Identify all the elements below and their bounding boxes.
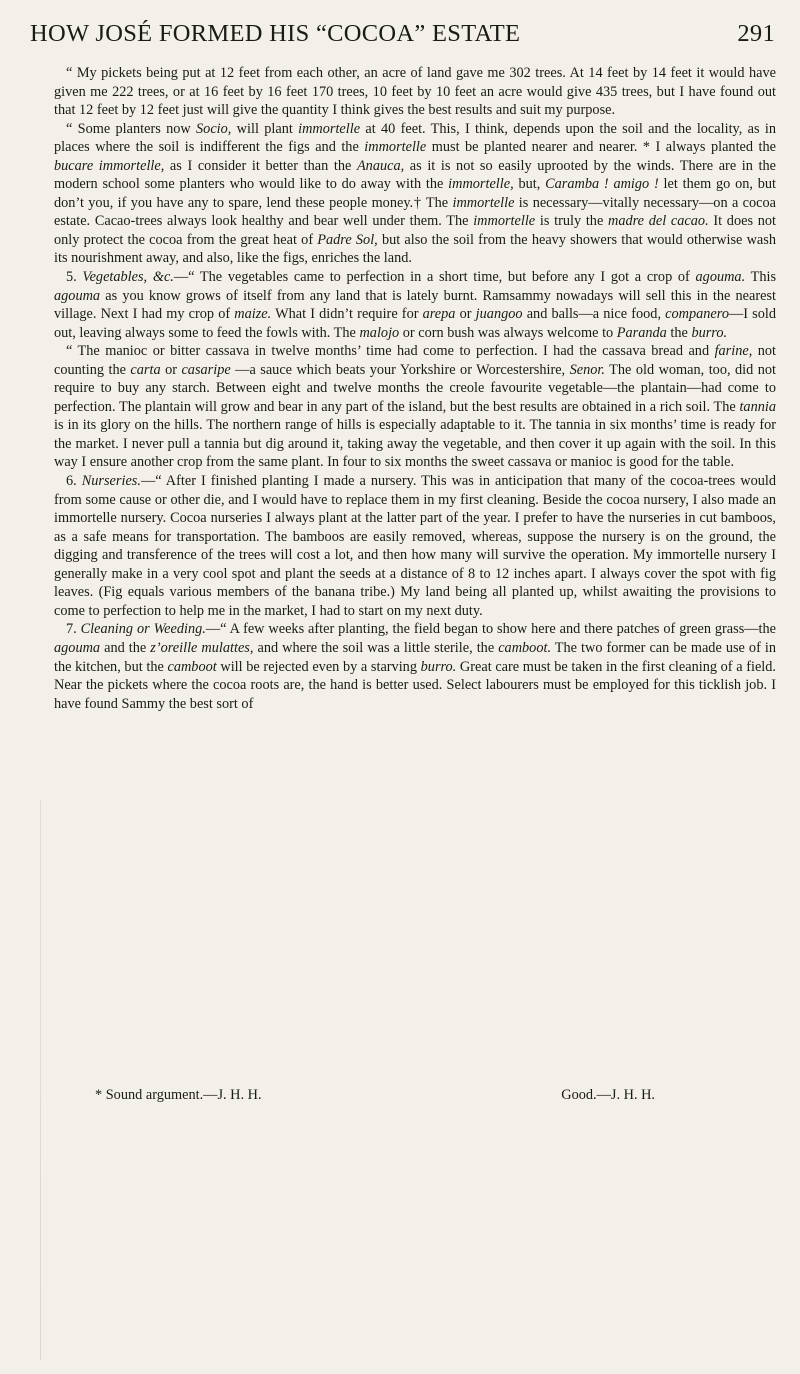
scan-edge-shadow [40, 800, 41, 1360]
italic-run: madre del cacao. [608, 213, 709, 230]
italic-run: z’oreille mulattes, [150, 639, 254, 656]
italic-run: Paranda [616, 324, 667, 341]
text-run: The two former can be made use of in the kitchen, but the [54, 639, 776, 675]
text-run: but also the soil from the heavy showers that would otherwise wash its nourishment away, and also, like the figs, enriches the land. [54, 231, 776, 267]
body-text [54, 64, 776, 713]
italic-run: agouma [54, 287, 101, 304]
text-run: let them go on, but don’t you, if you have any to spare, lend these people money.† The [54, 176, 777, 211]
running-title: HOW JOSÉ FORMED HIS “COCOA” ESTATE [30, 20, 521, 47]
text-run: 7. [66, 621, 81, 638]
italic-run: Caramba ! amigo ! [545, 176, 659, 193]
text-run: It does not only protect the cocoa from the great heat of [54, 213, 776, 248]
italic-run: maize. [234, 306, 272, 323]
italic-run: camboot [167, 658, 217, 675]
text-run: 6. [66, 473, 82, 490]
italic-run: Cleaning or Weeding. [80, 621, 206, 638]
italic-run: farine, [714, 343, 753, 360]
italic-run: juangoo [475, 306, 523, 323]
paragraph [54, 342, 776, 472]
text-run: and balls—a nice food, [522, 306, 666, 323]
italic-run: burro. [691, 324, 728, 341]
text-run: and the [100, 639, 151, 656]
footnote-left: * Sound argument.—J. H. H. [95, 1087, 262, 1103]
text-run: or [160, 361, 182, 378]
italic-run: casaripe [181, 361, 231, 378]
text-run: at 40 feet. This, I think, depends upon the soil and the locality, as in places where the soil is indifferent the figs and the [54, 120, 776, 156]
paragraph [54, 64, 776, 120]
text-run: Great care must be taken in the first cleaning of a field. Near the pickets where the cocoa roots are, the hand is better used. Select labourers must be employed for this ticklish job. I have found Sammy the best sort of [54, 658, 776, 712]
italic-run: immortelle [452, 194, 515, 211]
text-run: —“ A few weeks after planting, the field began to show here and there patches of green grass—the [205, 621, 777, 638]
text-run: The old woman, too, did not require to buy any starch. Between eight and twelve months the creole favourite vegetable—the plantain—had come to perfection. The plantain will grow and bear in any part of the island, but the best results are obtained in a rich soil. The [54, 361, 776, 415]
italic-run: Padre Sol, [317, 231, 378, 248]
italic-run: agouma. [695, 269, 746, 286]
paragraph [54, 268, 776, 342]
text-run: is truly the [535, 213, 609, 230]
italic-run: Nurseries. [81, 473, 141, 490]
running-header [30, 14, 775, 54]
text-run: is necessary—vitally necessary—on a cocoa estate. Cacao-trees always look healthy and bear well under them. The [54, 194, 776, 230]
italic-run: companero [665, 306, 729, 323]
italic-run: burro. [420, 658, 457, 675]
text-run: —“ After I finished planting I made a nursery. This was in anticipation that many of the cocoa-trees would from some cause or other die, and I would have to replace them in my first cleaning. Beside the cocoa nursery, I also made an immortelle nursery. Cocoa nurseries I always plant at the latter part of the year. I prefer to have the nurseries in cut bamboos, as a safe means for transportation. The bamboos are easily removed, whereas, suppose the nursery is on the ground, the digging and transference of the trees will cost a lot, and then how many will survive the operation. My immortelle nursery I generally make in a very cool spot and plant the seeds at a distance of 8 to 12 inches apart. I always cover the spot with fig leaves. (Fig equals various members of the banana tribe.) My land being all planted up, whilst awaiting the provisions to come to perfection to help me in the market, I had to start on my next duty. [54, 473, 777, 619]
text-run: —a sauce which beats your Yorkshire or Worcestershire, [230, 361, 570, 378]
italic-run: agouma [54, 639, 101, 656]
paragraph [54, 620, 776, 713]
text-run: “ The manioc or bitter cassava in twelve months’ time had come to perfection. I had the cassava bread and [66, 343, 715, 360]
text-run: or [455, 306, 476, 323]
text-run: and where the soil was a little sterile, the [253, 639, 499, 656]
italic-run: Socio, [196, 120, 232, 137]
text-run: but, [513, 176, 546, 193]
italic-run: immortelle [473, 213, 536, 230]
text-run: not counting the [54, 343, 777, 378]
text-run: will plant [231, 120, 299, 137]
text-run: —“ The vegetables came to perfection in a short time, but before any I got a crop of [173, 269, 696, 286]
italic-run: carta [130, 361, 161, 378]
italic-run: Anauca, [356, 157, 405, 174]
text-run: will be rejected even by a starving [216, 658, 421, 675]
italic-run: immortelle [298, 120, 361, 137]
italic-run: bucare immortelle, [54, 157, 165, 174]
text-run: This [745, 269, 777, 286]
text-run: or corn bush was always welcome to [399, 324, 617, 341]
text-run: 5. [66, 269, 83, 286]
italic-run: camboot. [498, 639, 552, 656]
italic-run: Vegetables, &c. [82, 269, 174, 286]
footnotes [95, 1086, 655, 1104]
italic-run: Senor. [569, 361, 605, 378]
italic-run: malojo [359, 324, 400, 341]
text-run: —I sold out, leaving always some to feed the fowls with. The [54, 306, 777, 341]
text-run: What I didn’t require for [271, 306, 423, 323]
text-run: as I consider it better than the [164, 157, 357, 174]
text-run: the [666, 324, 692, 341]
text-run: “ Some planters now [66, 120, 197, 137]
page-number: 291 [737, 20, 775, 47]
text-run: is in its glory on the hills. The northern range of hills is especially adaptable to it. The tannia in six months’ time is ready for the market. I never pull a tannia but dig around it, taking away the vegetable, and then cover it up again with the soil. In this way I ensure another crop from the same plant. In four to six months the sweet cassava or manioc is good for the table. [54, 417, 776, 471]
footnote-right: Good.—J. H. H. [561, 1087, 655, 1103]
italic-run: immortelle [364, 139, 427, 156]
paragraph [54, 472, 776, 620]
paragraph [54, 120, 776, 268]
text-run: “ My pickets being put at 12 feet from each other, an acre of land gave me 302 trees. At 14 feet by 14 feet it would have given me 222 trees, or at 16 feet by 16 feet 170 trees, 10 feet by 10 feet an acre would give 435 trees, but I have found out that 12 feet by 12 feet just will give the quantity I think gives the best results and suit my purpose. [54, 65, 776, 119]
text-run: as you know grows of itself from any land that is lately burnt. Ramsammy nowadays will sell this in the nearest village. Next I had my crop of [54, 287, 776, 323]
text-run: must be planted nearer and nearer. * I always planted the [426, 139, 776, 156]
italic-run: arepa [422, 306, 456, 323]
text-run: as it is not so easily uprooted by the winds. There are in the modern school some planters who would like to do away with the [54, 157, 776, 193]
italic-run: tannia [739, 398, 776, 415]
italic-run: immortelle, [448, 176, 514, 193]
